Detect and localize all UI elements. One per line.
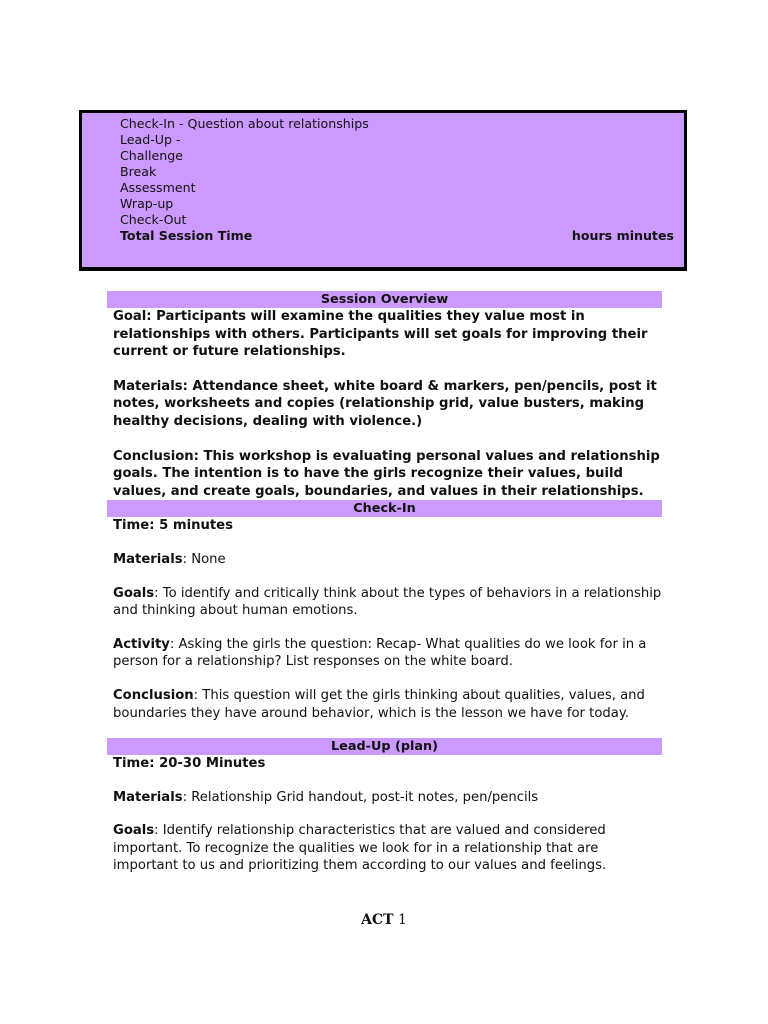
total-session-time-row — [120, 228, 680, 244]
checkin-header: Check-In — [107, 500, 662, 517]
schedule-item-checkout: Check-Out — [120, 212, 187, 227]
leadup-materials-label: Materials — [113, 789, 183, 805]
checkin-materials-text: : None — [182, 551, 226, 567]
leadup-header: Lead-Up (plan) — [107, 738, 662, 755]
checkin-conclusion-text: : This question will get the girls thinking about qualities, values, and boundaries they have around behavior, which is the lesson we have for today. — [113, 687, 645, 721]
checkin-activity — [113, 636, 662, 671]
leadup-goals-label: Goals — [113, 823, 155, 839]
session-overview-header: Session Overview — [107, 291, 662, 308]
checkin-conclusion — [113, 687, 662, 722]
overview-goal: Goal: Participants will examine the qualities they value most in relationships with others. Participants will set goals for improving their current or future relationships. — [113, 309, 648, 360]
checkin-time: Time: 5 minutes — [113, 518, 233, 534]
schedule-item-assessment: Assessment — [120, 180, 196, 195]
overview-materials: Materials: Attendance sheet, white board & markers, pen/pencils, post it notes, worksheets and copies (relationship grid, value busters, making healthy decisions, dealing with violence.) — [113, 378, 657, 429]
schedule-item-break: Break — [120, 164, 157, 179]
checkin-materials — [113, 551, 662, 569]
checkin-activity-label: Activity — [113, 636, 170, 652]
checkin-goals — [113, 585, 662, 620]
checkin-materials-label: Materials — [113, 551, 183, 567]
checkin-conclusion-label: Conclusion — [113, 687, 194, 703]
leadup-materials — [113, 789, 662, 807]
workshop-content — [107, 291, 662, 875]
leadup-materials-text: : Relationship Grid handout, post-it notes, pen/pencils — [182, 789, 539, 805]
checkin-goals-text: : To identify and critically think about the types of behaviors in a relationship and thinking about human emotions. — [113, 585, 662, 619]
footer-page-number: 1 — [393, 912, 407, 928]
schedule-item-leadup: Lead-Up - — [120, 132, 181, 147]
session-schedule-box — [79, 110, 687, 271]
page-footer — [0, 912, 768, 928]
total-session-time-label: Total Session Time — [120, 228, 253, 243]
checkin-activity-text: : Asking the girls the question: Recap- What qualities do we look for in a person for a relationship? List responses on the white board. — [113, 636, 647, 670]
leadup-goals — [113, 822, 662, 875]
schedule-item-challenge: Challenge — [120, 148, 183, 163]
overview-conclusion: Conclusion: This workshop is evaluating personal values and relationship goals. The intention is to have the girls recognize their values, build values, and create goals, boundaries, and values in their relationships. — [113, 448, 660, 499]
schedule-list — [120, 116, 680, 244]
leadup-time: Time: 20-30 Minutes — [113, 756, 266, 772]
schedule-item-checkin: Check-In - Question about relationships — [120, 116, 369, 131]
schedule-item-wrapup: Wrap-up — [120, 196, 174, 211]
checkin-goals-label: Goals — [113, 585, 155, 601]
total-session-time-units: hours minutes — [571, 228, 674, 243]
footer-label: ACT — [361, 912, 394, 928]
leadup-goals-text: : Identify relationship characteristics that are valued and considered important. To recognize the qualities we look for in a relationship that are important to us and prioritizing them according to our values and feelings. — [113, 823, 607, 874]
